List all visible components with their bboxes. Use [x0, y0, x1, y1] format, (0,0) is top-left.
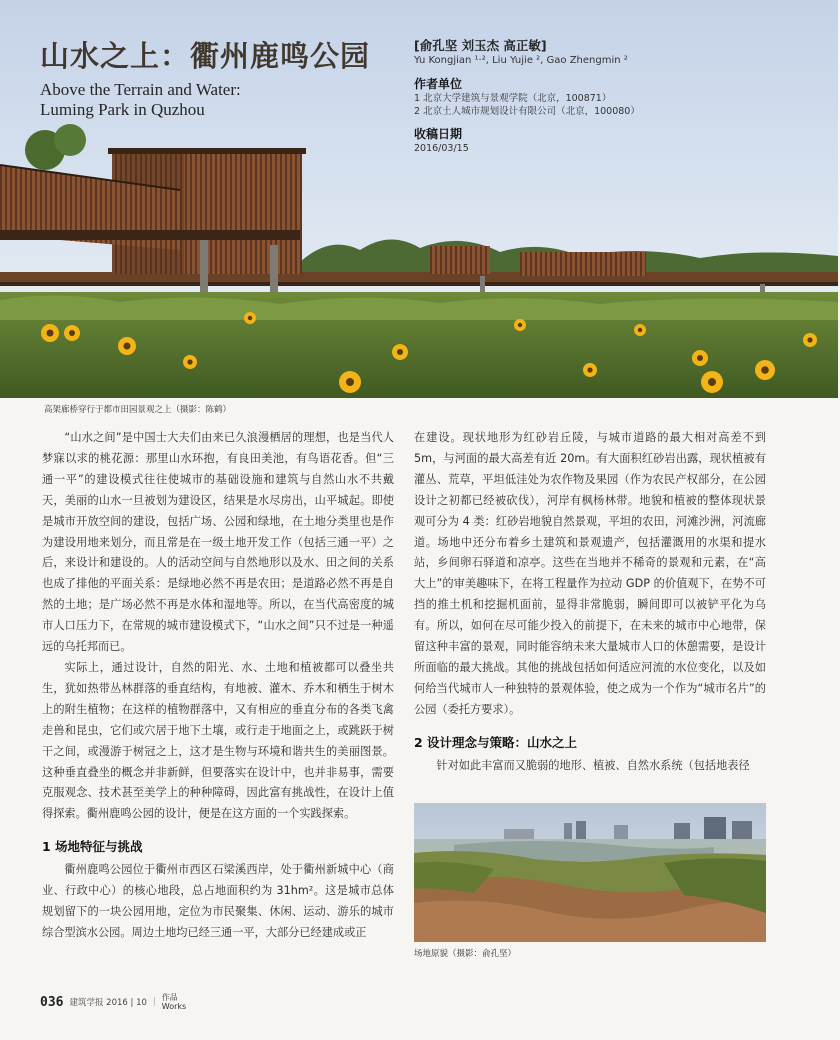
article-meta-block: [414, 38, 814, 155]
article-title-block: [40, 40, 370, 120]
authors-cn: [俞孔坚 刘玉杰 高正敏]: [414, 38, 547, 53]
right-column: [414, 428, 766, 777]
site-photo-illustration: [414, 803, 766, 942]
article-title-en-line2: Luming Park in Quzhou: [40, 100, 205, 119]
section-label: [162, 993, 186, 1011]
article-title-en-line1: Above the Terrain and Water:: [40, 80, 241, 99]
paragraph: “山水之间”是中国士大夫们由来已久浪漫栖居的理想，也是当代人梦寐以求的桃花源：那里山水环抱，有良田美池，有鸟语花香。但“三通一平”的建设模式往往使城市的基础设施和建筑与自然山水不共戴天，美丽的山水一旦被划为建设区，结果是水尽房出，山平城起。即使是城市开放空间的建设，包括广场、公园和绿地，在土地分类里也是作为建设用地来划分，而且常是在一级土地开发工作（包括三通一平）之后，来设计和建设的。人的活动空间与自然地形以及水、田之间的关系也成了排他的平面关系：是绿地必然不再是农田；是道路必然不再是自然的土地；是广场必然不再是水体和湿地等。所以，在当代高密度的城市人口压力下，在常规的城市建设模式下，“山水之间”只不过是一种遥远的乌托邦而已。: [42, 431, 394, 654]
article-title-cn: 山水之上：衢州鹿鸣公园: [40, 39, 371, 73]
page-number: 036: [40, 994, 64, 1010]
article-title-en: [40, 80, 370, 120]
paragraph: 在建设。现状地形为红砂岩丘陵，与城市道路的最大相对高差不到 5m，与河面的最大高差有近 20m。有大面积红砂岩出露，现状植被有灌丛、荒草，平坦低洼处为农作物及果园（作为农民产权部分，在公园设计之初都已经被砍伐），河岸有枫杨林带。地貌和植被的整体现状景观可分为 4 类：红砂岩地貌自然景观，平坦的农田，河滩沙洲，河流廊道。场地中还分布着乡土建筑和景观遗产，包括灌溉用的水渠和提水站，乡间卵石驿道和凉亭。这些在当地并不稀奇的景观和元素，在“高大上”的审美趣味下，在将工程量作为拉动 GDP 的价值观下，在势不可挡的推土机和挖掘机面前，显得非常脆弱，瞬间即可以被铲平化为乌有。所以，如何在尽可能少投入的前提下，在未来的城市中心地带，保留这种丰富的景观，同时能容纳未来大量城市人口的休憩需要，是设计所面临的最大挑战。其他的挑战包括如何适应河流的水位变化，以及如何给当代城市人一种独特的景观体验，使之成为一个作为“城市名片”的公园（委托方要求）。: [414, 431, 766, 716]
paragraph: 衢州鹿鸣公园位于衢州市西区石梁溪西岸，处于衢州新城中心（商业、行政中心）的核心地段，总占地面积约为 31hm²。这是城市总体规划留下的一块公园用地，定位为市民聚集、休闲、运动、游乐的城市综合型滨水公园。周边土地均已经三通一平，大部分已经建成或正: [42, 863, 394, 939]
affiliation-label: 作者单位: [414, 77, 463, 91]
site-original-photo: [414, 803, 766, 942]
affiliation-1: 1 北京大学建筑与景观学院（北京，100871）: [414, 93, 612, 104]
received-label: 收稿日期: [414, 127, 463, 141]
affiliation-2: 2 北京土人城市规划设计有限公司（北京，100080）: [414, 106, 640, 117]
section-label-en: Works: [161, 1002, 187, 1011]
section-label-cn: 作品: [161, 993, 178, 1002]
left-column: [42, 428, 394, 944]
journal-issue: 建筑学报 2016 | 10: [69, 998, 147, 1008]
authors-en: Yu Kongjian ¹·², Liu Yujie ², Gao Zhengmin ²: [414, 55, 628, 66]
section-heading-2: 2 设计理念与策略：山水之上: [414, 734, 578, 750]
paragraph: 针对如此丰富而又脆弱的地形、植被、自然水系统（包括地表径: [436, 758, 750, 772]
page-footer: [40, 993, 186, 1011]
section-heading-1: 1 场地特征与挑战: [42, 839, 143, 855]
paragraph: 实际上，通过设计，自然的阳光、水、土地和植被都可以叠坐共生，犹如热带丛林群落的垂直结构，有地被、灌木、乔木和栖生于树木上的附生植物；在这样的植物群落中，又有相应的垂直分布的各类飞禽走兽和昆虫，它们或穴居于地下土壤，或行走于地面之上，或跳跃于树干之间，或漫游于树冠之上，这才是生物与环境和谐共生的美丽图景。这种垂直叠坐的概念并非新鲜，但要落实在设计中，也并非易事，需要克服观念、技术甚至美学上的种种障碍，因此富有挑战性，在设计上值得探索。衢州鹿鸣公园的设计，便是在这方面的一个实践探索。: [42, 660, 394, 821]
footer-divider: |: [152, 997, 156, 1007]
hero-photo-caption: 高架廊桥穿行于都市田园景观之上（摄影：陈鹤）: [44, 405, 232, 415]
received-date: 2016/03/15: [414, 143, 469, 154]
site-photo-caption: 场地原貌（摄影：俞孔坚）: [414, 949, 517, 959]
hero-photo: [0, 0, 838, 398]
